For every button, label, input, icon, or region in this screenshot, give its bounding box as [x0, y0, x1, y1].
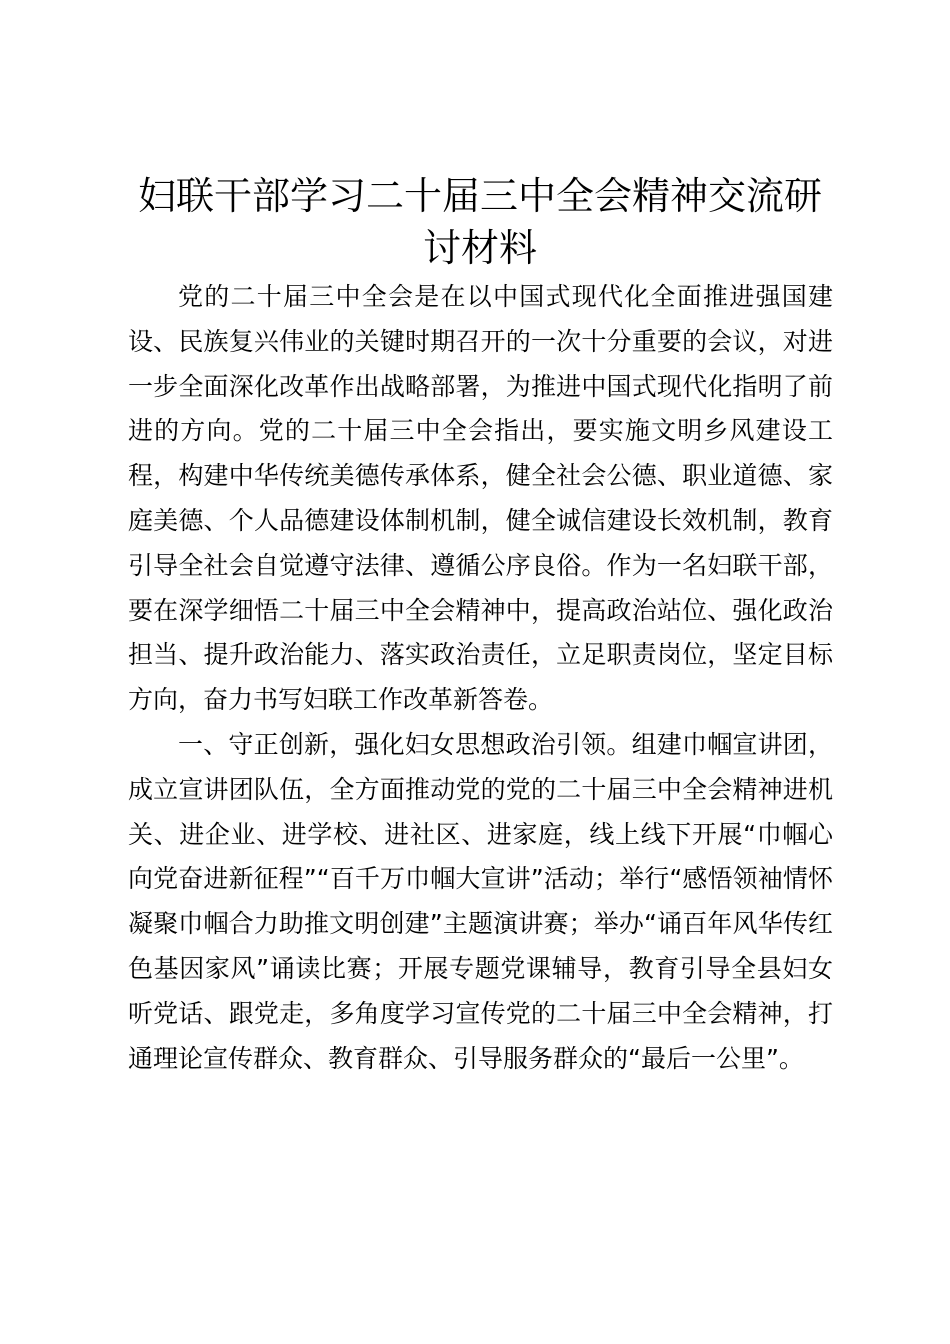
section-heading: 一、守正创新，强化妇女思想政治引领。	[178, 729, 632, 759]
document-body	[128, 275, 833, 1081]
paragraph-intro	[128, 275, 833, 723]
paragraph-text: 党的二十届三中全会是在以中国式现代化全面推进强国建设、民族复兴伟业的关键时期召开的一次十分重要的会议，对进一步全面深化改革作出战略部署，为推进中国式现代化指明了前进的方向。党的二十届三中全会指出，要实施文明乡风建设工程，构建中华传统美德传承体系，健全社会公德、职业道德、家庭美德、个人品德建设体制机制，健全诚信建设长效机制，教育引导全社会自觉遵守法律、遵循公序良俗。作为一名妇联干部，要在深学细悟二十届三中全会精神中，提高政治站位、强化政治担当、提升政治能力、落实政治责任，立足职责岗位，坚定目标方向，奋力书写妇联工作改革新答卷。	[128, 282, 833, 715]
document-title: 妇联干部学习二十届三中全会精神交流研讨材料	[137, 174, 822, 270]
paragraph-section-1	[128, 723, 833, 1081]
paragraph-text: 组建巾帼宣讲团，成立宣讲团队伍，全方面推动党的党的二十届三中全会精神进机关、进企业、进学校、进社区、进家庭，线上线下开展“巾帼心向党奋进新征程”“百千万巾帼大宣讲”活动；举行“感悟领袖情怀凝聚巾帼合力助推文明创建”主题演讲赛；举办“诵百年风华传红色基因家风”诵读比赛；开展专题党课辅导，教育引导全县妇女听党话、跟党走，多角度学习宣传党的二十届三中全会精神，打通理论宣传群众、教育群众、引导服务群众的“最后一公里”。	[128, 729, 833, 1073]
